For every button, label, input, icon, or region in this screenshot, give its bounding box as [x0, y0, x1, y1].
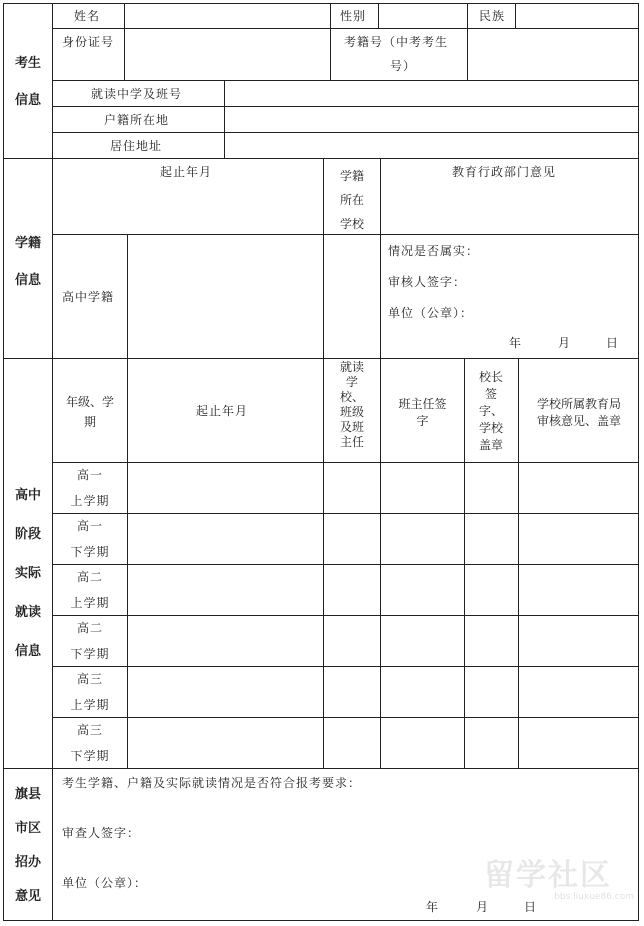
- section-label-line: 信息: [14, 644, 41, 659]
- row-label-line: 下学期: [70, 545, 110, 559]
- row-label-line: 上学期: [70, 494, 110, 508]
- section-label-line: 信息: [14, 93, 41, 108]
- col-teacher-header: [381, 396, 464, 430]
- unit-label: 单位（公章）：: [388, 306, 474, 320]
- row-label-line: 上学期: [70, 698, 110, 712]
- section-label-county: [8, 778, 48, 914]
- year-label: 年: [509, 336, 523, 350]
- name-label: 姓名: [74, 9, 101, 23]
- day-label: 日: [606, 336, 620, 350]
- section-label-line: 实际: [14, 566, 41, 581]
- table-row-label: [53, 462, 127, 514]
- header-line: 班级: [339, 405, 364, 419]
- table-row-label: [53, 513, 127, 565]
- row-label-line: 高三: [76, 672, 103, 686]
- hs-enrollment-label: 高中学籍: [62, 290, 115, 304]
- county-unit-label: 单位（公章）：: [62, 876, 148, 890]
- row-label-line: 高一: [76, 519, 103, 533]
- section-label-line: 旗县: [14, 787, 41, 802]
- county-day-label: 日: [524, 900, 538, 914]
- edu-opinion-label: 教育行政部门意见: [452, 165, 557, 179]
- section-label-enrollment: [8, 232, 48, 288]
- header-line: 字: [416, 414, 429, 428]
- header-line: 学校所属教育局: [536, 397, 621, 411]
- county-year-label: 年: [426, 900, 440, 914]
- rule: [53, 666, 639, 667]
- col-bureau-header: [520, 396, 638, 430]
- rule: [53, 513, 639, 514]
- rule: [515, 3, 516, 29]
- header-line: 盖章: [478, 438, 503, 452]
- rule: [330, 3, 331, 81]
- school-label-line: 所在: [339, 193, 364, 207]
- verified-label: 情况是否属实：: [388, 244, 480, 258]
- header-line: 就读: [339, 360, 364, 374]
- school-label: [333, 164, 371, 236]
- row-label-line: 高三: [76, 723, 103, 737]
- household-label: 户籍所在地: [104, 113, 170, 127]
- header-line: 审核意见、盖章: [536, 414, 621, 428]
- rule: [323, 158, 324, 359]
- watermark-url: bbs.liuxue86.com: [554, 892, 634, 902]
- section-label-student: [8, 52, 48, 108]
- header-line: 校、: [339, 390, 364, 404]
- rule: [518, 358, 519, 769]
- section-label-line: 意见: [14, 889, 41, 904]
- section-label-line: 高中: [14, 488, 41, 503]
- rule: [53, 717, 639, 718]
- section-label-line: 阶段: [14, 527, 41, 542]
- period-label: 起止年月: [160, 165, 213, 179]
- rule: [464, 358, 465, 769]
- section-label-line: 学籍: [14, 236, 41, 251]
- section-label-line: 市区: [14, 821, 41, 836]
- rule: [53, 564, 639, 565]
- county-question: 考生学籍、户籍及实际就读情况是否符合报考要求：: [62, 776, 362, 790]
- rule: [53, 462, 639, 463]
- header-line: 校长: [478, 370, 503, 384]
- county-reviewer-label: 审查人签字：: [62, 826, 141, 840]
- section-label-line: 考生: [14, 56, 41, 71]
- watermark: [484, 860, 634, 908]
- row-label-line: 高二: [76, 570, 103, 584]
- table-row-label: [53, 717, 127, 769]
- month-label: 月: [558, 336, 572, 350]
- col-principal-header: [466, 369, 516, 454]
- section-label-attendance: [8, 476, 48, 671]
- section-label-line: 就读: [14, 605, 41, 620]
- id-number-label: 身份证号: [62, 35, 115, 49]
- border-bottom: [3, 920, 639, 921]
- header-line: 期: [83, 415, 96, 429]
- header-line: 主任: [339, 435, 364, 449]
- watermark-text: 留学社区: [484, 858, 612, 893]
- rule: [53, 615, 639, 616]
- header-line: 签: [484, 387, 497, 401]
- spacer: [8, 71, 48, 89]
- border-right: [638, 3, 639, 921]
- header-line: 班主任签: [398, 397, 447, 411]
- row-label-line: 下学期: [70, 647, 110, 661]
- col-grade-header: [53, 392, 127, 432]
- rule: [127, 234, 128, 359]
- table-row-label: [53, 666, 127, 718]
- address-label: 居住地址: [110, 139, 163, 153]
- rule: [127, 358, 128, 769]
- rule: [380, 158, 381, 359]
- gender-label: 性别: [340, 9, 367, 23]
- row-label-line: 高二: [76, 621, 103, 635]
- row-label-line: 上学期: [70, 596, 110, 610]
- table-row-label: [53, 615, 127, 667]
- spacer: [8, 251, 48, 269]
- section-label-line: 招办: [14, 855, 41, 870]
- reviewer-label: 审核人签字：: [388, 275, 467, 289]
- header-line: 学: [345, 375, 358, 389]
- table-row-label: [53, 564, 127, 616]
- rule: [323, 358, 324, 769]
- rule: [224, 80, 225, 159]
- col-school-header: [328, 360, 376, 450]
- rule: [378, 3, 379, 29]
- border-left: [3, 3, 4, 921]
- county-month-label: 月: [476, 900, 490, 914]
- school-class-label: 就读中学及班号: [91, 87, 183, 101]
- ethnicity-label: 民族: [479, 9, 506, 23]
- header-line: 及班: [339, 420, 364, 434]
- school-label-line: 学校: [339, 217, 364, 231]
- exam-no-label: 考籍号（中考考生: [344, 35, 449, 49]
- exam-no-label-cont: 号）: [390, 59, 417, 73]
- row-label-line: 高一: [76, 468, 103, 482]
- header-line: 学校: [478, 421, 503, 435]
- rule: [467, 3, 468, 81]
- school-label-line: 学籍: [339, 169, 364, 183]
- row-label-line: 下学期: [70, 749, 110, 763]
- section-label-line: 信息: [14, 273, 41, 288]
- rule: [3, 358, 639, 359]
- header-line: 字、: [478, 404, 503, 418]
- header-line: 年级、学: [65, 395, 114, 409]
- col-period-header: 起止年月: [196, 404, 249, 418]
- rule: [124, 3, 125, 81]
